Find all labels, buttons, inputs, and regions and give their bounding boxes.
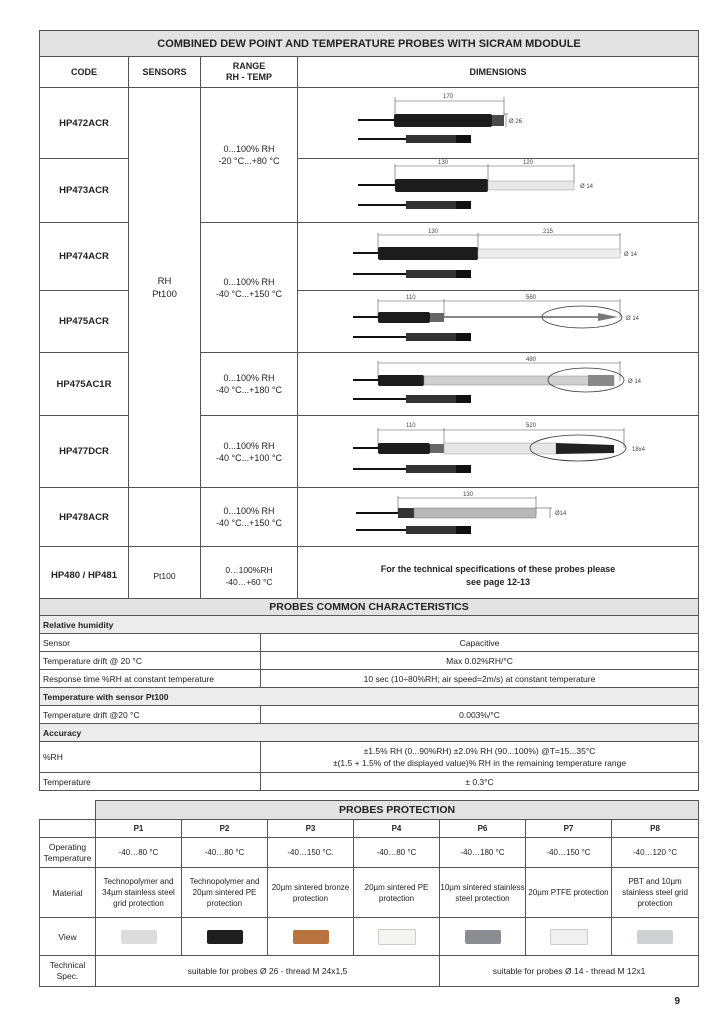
- sensors-cell: RH Pt100: [129, 88, 201, 488]
- sensors-cell: Pt100: [129, 547, 201, 605]
- material: PBT and 10µm stainless steel grid protection: [612, 868, 699, 918]
- material: Technopolymer and 20µm sintered PE protection: [182, 868, 268, 918]
- col-dimensions-header: DIMENSIONS: [298, 57, 699, 88]
- diameter-label: Ø 26: [509, 119, 523, 125]
- range-cell: 0...100% RH -40 °C...+180 °C: [201, 353, 298, 416]
- probe-code: HP480 / HP481: [40, 547, 129, 605]
- probe-drawing: [298, 291, 698, 352]
- dim-label: 110: [406, 423, 416, 429]
- row-value: ± 0.3°C: [261, 773, 699, 791]
- operating-temp: -40…80 °C: [354, 838, 440, 868]
- section-temperature-sensor: Temperature with sensor Pt100: [40, 688, 699, 706]
- tech-spec-14: suitable for probes Ø 14 - thread M 12x1: [440, 956, 699, 987]
- row-value: Capacitive: [261, 634, 699, 652]
- probes-table-title: COMBINED DEW POINT AND TEMPERATURE PROBES WITH SICRAM MDODULE: [40, 31, 699, 57]
- section-relative-humidity: Relative humidity: [40, 616, 699, 634]
- protection-title: PROBES PROTECTION: [96, 801, 699, 820]
- row-value: Max 0.02%RH/°C: [261, 652, 699, 670]
- probe-drawing: [298, 488, 698, 546]
- protection-name: P7: [526, 820, 612, 838]
- view-cell: [526, 918, 612, 956]
- probe-drawing: [298, 353, 698, 415]
- probe-drawing: [298, 416, 698, 487]
- dimension-drawing: [298, 416, 699, 488]
- range-cell: 0...100% RH -40 °C...+150 °C: [201, 488, 298, 547]
- spec-reference: For the technical specifications of these probes please see page 12-13: [298, 547, 699, 605]
- protection-name: P8: [612, 820, 699, 838]
- operating-temp: -40…80 °C: [96, 838, 182, 868]
- view-cell: [354, 918, 440, 956]
- diameter-label: Ø 14: [624, 252, 638, 258]
- material: Technopolymer and 34µm stainless steel grid protection: [96, 868, 182, 918]
- probe-code: HP477DCR: [40, 416, 129, 488]
- section-accuracy: Accuracy: [40, 724, 699, 742]
- col-range-header: RANGE RH - TEMP: [201, 57, 298, 88]
- dim-label: 110: [406, 295, 416, 301]
- operating-temp: -40…180 °C: [440, 838, 526, 868]
- row-label: Temperature drift @20 °C: [40, 706, 261, 724]
- page-number: 9: [674, 996, 680, 1007]
- characteristics-title: PROBES COMMON CHARACTERISTICS: [40, 599, 699, 616]
- row-label: %RH: [40, 742, 261, 773]
- dim-label: 130: [438, 160, 449, 166]
- view-cell: [268, 918, 354, 956]
- dim-label: 130: [463, 492, 474, 498]
- probe-code: HP472ACR: [40, 88, 129, 159]
- col-sensors-header: SENSORS: [129, 57, 201, 88]
- row-label: Sensor: [40, 634, 261, 652]
- protection-name: P6: [440, 820, 526, 838]
- range-cell: 0...100% RH -20 °C...+80 °C: [201, 88, 298, 223]
- row-value: ±1.5% RH (0...90%RH) ±2.0% RH (90...100%) @T=15...35°C ±(1.5 + 1.5% of the displayed value)% RH in the remaining temperature range: [261, 742, 699, 773]
- dim-label: 215: [543, 229, 554, 235]
- operating-temp: -40…120 °C: [612, 838, 699, 868]
- dimension-drawing: [298, 488, 699, 547]
- operating-temp: -40…80 °C: [182, 838, 268, 868]
- diameter-label: Ø 14: [580, 184, 594, 190]
- view-cell: [96, 918, 182, 956]
- dim-label: 130: [428, 229, 439, 235]
- probe-code: HP478ACR: [40, 488, 129, 547]
- probes-table: [39, 30, 699, 605]
- operating-temp: -40…150 °C: [526, 838, 612, 868]
- material-label: Material: [40, 868, 96, 918]
- row-label: Response time %RH at constant temperature: [40, 670, 261, 688]
- tech-spec-label: Technical Spec.: [40, 956, 96, 987]
- dim-label: 120: [523, 160, 534, 166]
- diameter-label: Ø 14: [626, 316, 640, 322]
- dimension-drawing: [298, 159, 699, 223]
- filter-image: [121, 930, 157, 944]
- view-cell: [440, 918, 526, 956]
- row-label: Temperature: [40, 773, 261, 791]
- diameter-label: 18x4: [632, 447, 646, 453]
- dimension-drawing: [298, 353, 699, 416]
- diameter-label: Ø 14: [628, 379, 642, 385]
- range-cell: 0...100% RH -40 °C...+100 °C: [201, 416, 298, 488]
- view-label: View: [40, 918, 96, 956]
- filter-image: [293, 930, 329, 944]
- operating-temp: -40…150 °C.: [268, 838, 354, 868]
- material: 20µm sintered bronze protection: [268, 868, 354, 918]
- protection-name: P1: [96, 820, 182, 838]
- operating-temp-label: Operating Temperature: [40, 838, 96, 868]
- corner-cell: [40, 801, 96, 820]
- filter-image: [465, 930, 501, 944]
- probe-drawing: [298, 223, 698, 290]
- probe-code: HP474ACR: [40, 223, 129, 291]
- corner-cell: [40, 820, 96, 838]
- view-cell: [612, 918, 699, 956]
- characteristics-table: [39, 598, 699, 791]
- tech-spec-26: suitable for probes Ø 26 - thread M 24x1,5: [96, 956, 440, 987]
- col-code-header: CODE: [40, 57, 129, 88]
- probe-drawing: [298, 159, 698, 222]
- dim-label: 520: [526, 423, 537, 429]
- protection-name: P3: [268, 820, 354, 838]
- sensors-cell-continued: [129, 488, 201, 547]
- probe-drawing: [298, 88, 698, 158]
- range-cell: 0...100% RH -40 °C...+150 °C: [201, 223, 298, 353]
- dim-label: 560: [526, 295, 537, 301]
- probe-code: HP475ACR: [40, 291, 129, 353]
- range-cell: 0…100%RH -40…+60 °C: [201, 547, 298, 605]
- dimension-drawing: [298, 88, 699, 159]
- probe-code: HP475AC1R: [40, 353, 129, 416]
- row-label: Temperature drift @ 20 °C: [40, 652, 261, 670]
- material: 20µm sintered PE protection: [354, 868, 440, 918]
- filter-image: [550, 929, 588, 945]
- protection-name: P2: [182, 820, 268, 838]
- material: 20µm PTFE protection: [526, 868, 612, 918]
- dimension-drawing: [298, 223, 699, 291]
- filter-image: [378, 929, 416, 945]
- row-value: 0.003%/°C: [261, 706, 699, 724]
- probe-code: HP473ACR: [40, 159, 129, 223]
- row-value: 10 sec (10÷80%RH; air speed=2m/s) at constant temperature: [261, 670, 699, 688]
- protection-name: P4: [354, 820, 440, 838]
- filter-image: [207, 930, 243, 944]
- filter-image: [637, 930, 673, 944]
- dimension-drawing: [298, 291, 699, 353]
- diameter-label: Ø14: [555, 511, 567, 517]
- view-cell: [182, 918, 268, 956]
- dim-label: 170: [443, 94, 454, 100]
- protection-table: [39, 800, 699, 987]
- material: 10µm sintered stainless steel protection: [440, 868, 526, 918]
- dim-label: 480: [526, 357, 537, 363]
